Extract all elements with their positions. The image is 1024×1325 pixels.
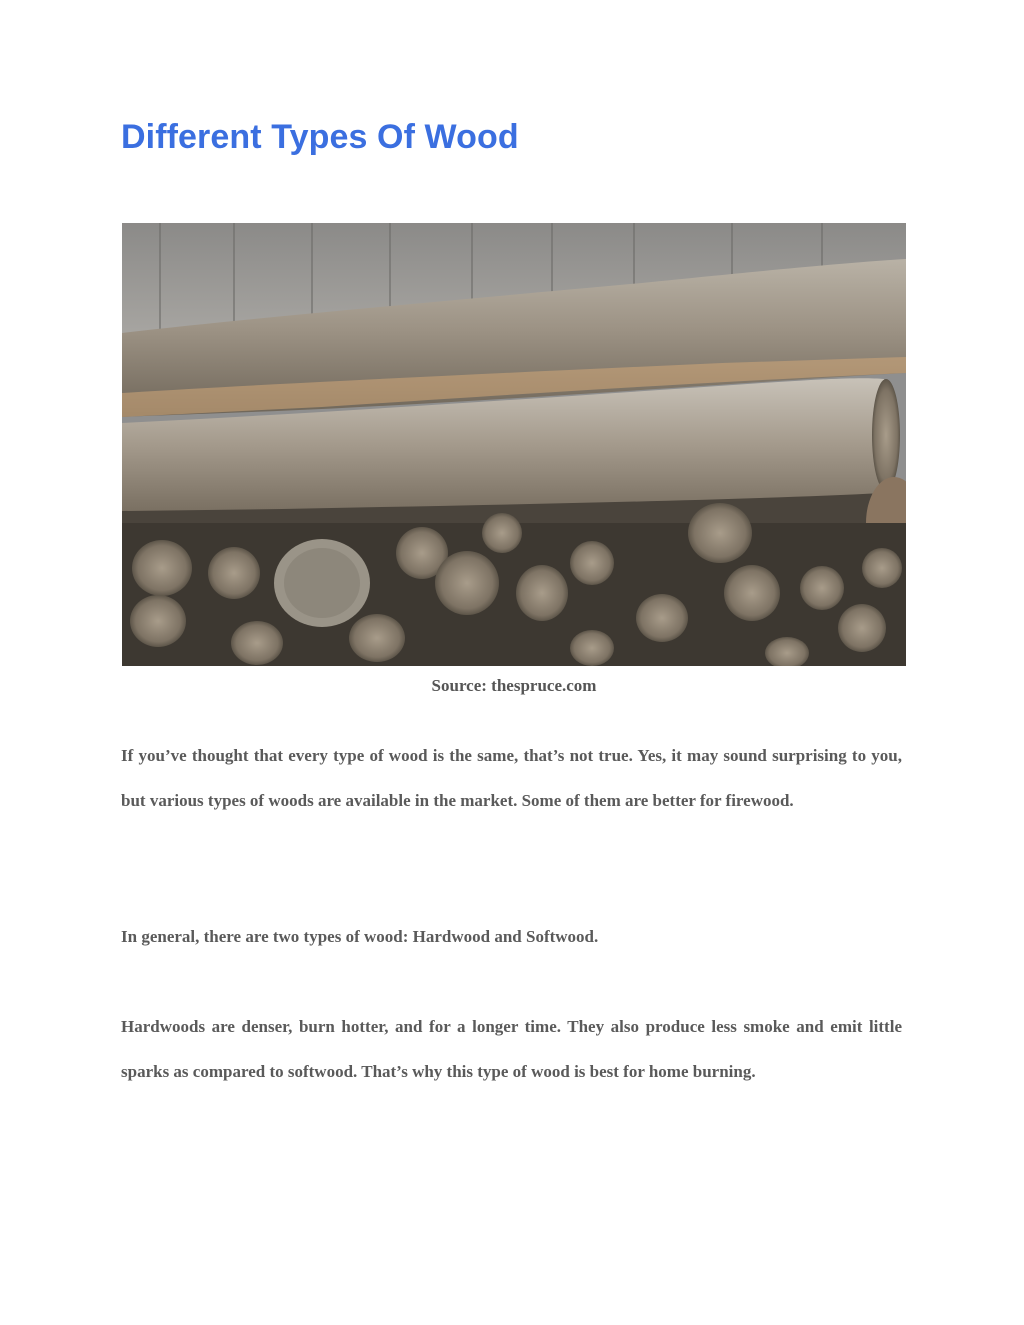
paragraph-intro: If you’ve thought that every type of wood is the same, that’s not true. Yes, it may sound surprising to you, but various types of woods are available in the market. Some of them are better for firewood. (121, 746, 902, 810)
image-caption: Source: thespruce.com (431, 676, 597, 695)
page-title: Different Types Of Wood (121, 118, 519, 156)
firewood-photo (122, 223, 906, 666)
paragraph-types: In general, there are two types of wood: Hardwood and Softwood. (121, 927, 599, 946)
paragraph-hardwoods: Hardwoods are denser, burn hotter, and for a longer time. They also produce less smoke and emit little sparks as compared to softwood. That’s why this type of wood is best for home burning. (121, 1017, 902, 1081)
